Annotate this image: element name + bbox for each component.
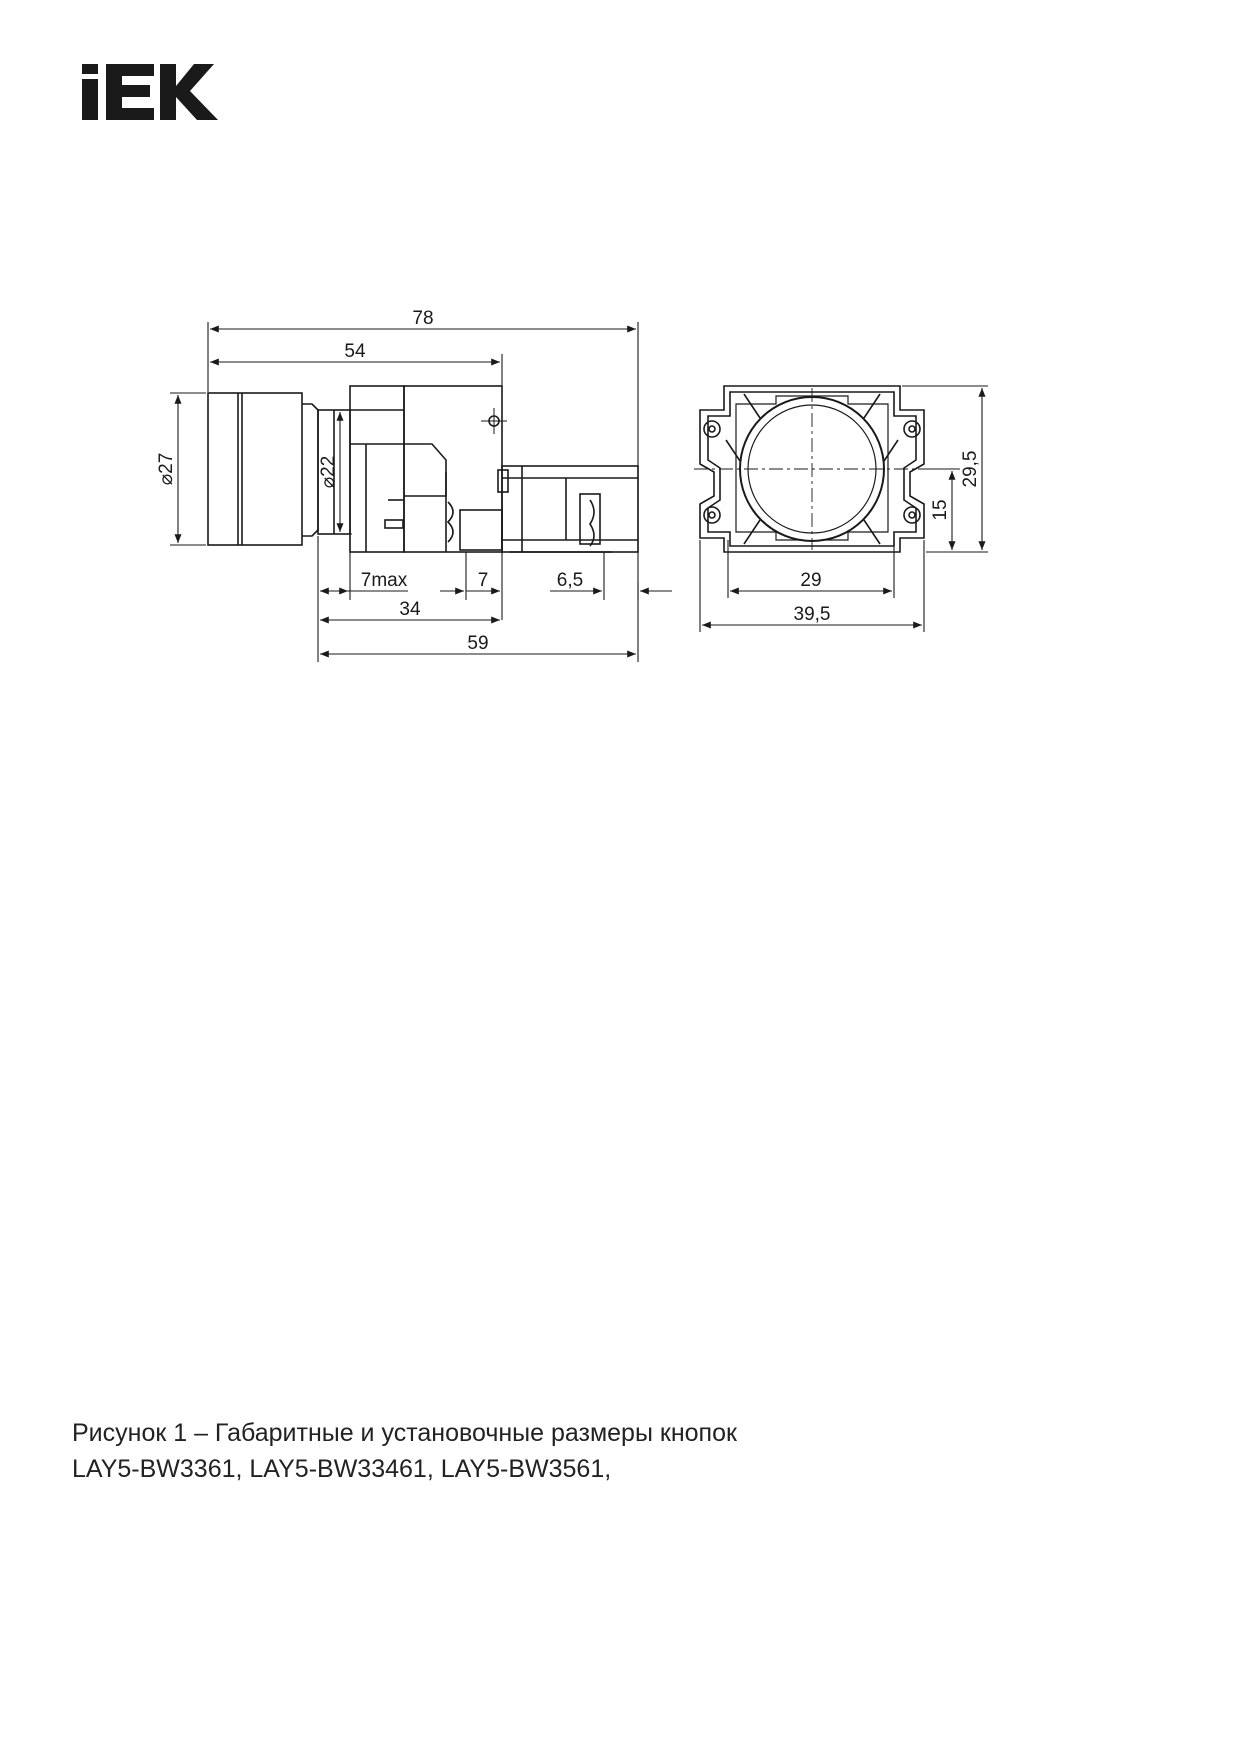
dim-front-width-outer: 39,5 <box>793 604 831 625</box>
dim-front-width-inner: 29 <box>800 570 822 591</box>
dim-neck-diameter: ⌀22 <box>318 455 339 489</box>
side-view <box>208 386 638 552</box>
dim-body-length: 54 <box>344 341 366 362</box>
dim-overall-length: 78 <box>412 308 434 329</box>
dim-length-59: 59 <box>467 633 489 654</box>
figure-caption-title: Рисунок 1 – Габаритные и установочные размеры кнопок <box>72 1419 737 1447</box>
dim-length-34: 34 <box>399 599 421 620</box>
dim-panel-thickness: 7max <box>360 570 408 591</box>
dim-gap-7: 7 <box>477 570 489 591</box>
dim-front-height-inner: 15 <box>930 499 951 521</box>
dim-head-diameter: ⌀27 <box>156 452 177 486</box>
front-view <box>694 386 930 552</box>
dim-front-height-outer: 29,5 <box>960 450 981 488</box>
figure-caption-models: LAY5-BW3361, LAY5-BW33461, LAY5-BW3561, <box>72 1455 612 1483</box>
dim-gap-6-5: 6,5 <box>556 570 584 591</box>
